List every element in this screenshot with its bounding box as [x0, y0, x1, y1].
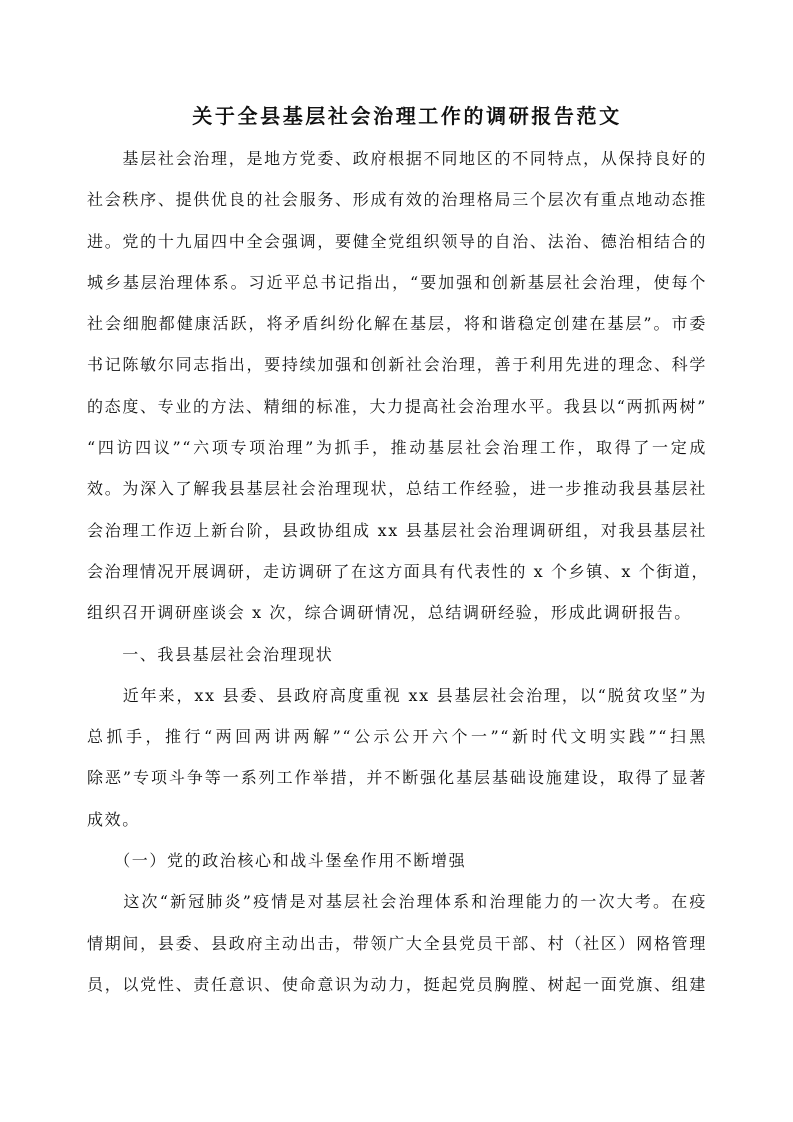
text-line: 基层社会治理，是地方党委、政府根据不同地区的不同特点，从保持良好的 [87, 149, 707, 168]
text-line: 除恶”专项斗争等一系列工作举措，并不断强化基层基础设施建设，取得了显著 [87, 768, 707, 788]
text-line: 一、我县基层社会治理现状 [87, 644, 334, 664]
text-line: 总抓手，推行“两回两讲两解”“公示公开六个一”“新时代文明实践”“扫黑 [87, 727, 707, 747]
text-line: 这次“新冠肺炎”疫情是对基层社会治理体系和治理能力的一次大考。在疫 [87, 892, 707, 912]
text-line: 组织召开调研座谈会 x 次，综合调研情况，总结调研经验，形成此调研报告。 [87, 603, 692, 623]
text-line: 会治理工作迈上新台阶，县政协组成 xx 县基层社会治理调研组，对我县基层社 [87, 520, 707, 540]
paragraph [87, 675, 707, 840]
text-line: 成效。 [87, 809, 140, 829]
text-line: “四访四议”“六项专项治理”为抓手，推动基层社会治理工作，取得了一定成 [87, 438, 707, 458]
subsection-heading [87, 840, 707, 881]
document-title: 关于全县基层社会治理工作的调研报告范文 [192, 104, 622, 128]
paragraph [87, 881, 707, 1005]
text-line: 进。党的十九届四中全会强调，要健全党组织领导的自治、法治、德治相结合的 [87, 231, 707, 251]
text-line: 效。为深入了解我县基层社会治理现状，总结工作经验，进一步推动我县基层社 [87, 479, 707, 499]
section-heading [87, 634, 707, 675]
text-line: 的态度、专业的方法、精细的标准，大力提高社会治理水平。我县以“两抓两树” [87, 396, 707, 416]
text-line: （一）党的政治核心和战斗堡垒作用不断增强 [87, 851, 467, 871]
text-line: 社会细胞都健康活跃，将矛盾纠纷化解在基层，将和谐稳定创建在基层”。市委 [87, 314, 707, 334]
text-line: 员，以党性、责任意识、使命意识为动力，挺起党员胸膛、树起一面党旗、组建 [87, 974, 707, 994]
text-line: 社会秩序、提供优良的社会服务、形成有效的治理格局三个层次有重点地动态推 [87, 190, 707, 210]
text-line: 书记陈敏尔同志指出，要持续加强和创新社会治理，善于利用先进的理念、科学 [87, 355, 707, 375]
text-line: 情期间，县委、县政府主动出击，带领广大全县党员干部、村（社区）网格管理 [87, 933, 707, 953]
document-body [87, 138, 710, 1005]
text-line: 近年来，xx 县委、县政府高度重视 xx 县基层社会治理，以“脱贫攻坚”为 [87, 685, 707, 705]
paragraph [87, 138, 710, 634]
text-line: 城乡基层治理体系。习近平总书记指出，“要加强和创新基层社会治理，使每个 [87, 272, 707, 292]
text-line: 会治理情况开展调研，走访调研了在这方面具有代表性的 x 个乡镇、x 个街道， [87, 561, 710, 581]
